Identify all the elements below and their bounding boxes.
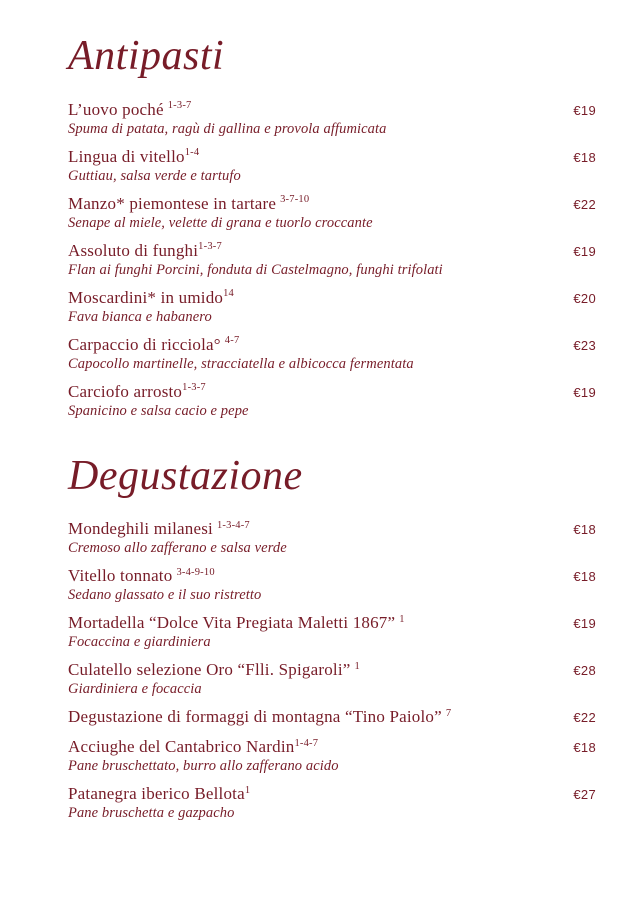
allergen-superscript: 1-3-7 bbox=[167, 100, 192, 111]
menu-item bbox=[68, 240, 596, 279]
dish-description: Guttiau, salsa verde e tartufo bbox=[68, 167, 241, 184]
allergen-superscript: 3-7-10 bbox=[280, 194, 310, 205]
dish-name-group bbox=[68, 146, 199, 167]
dish-description: Capocollo martinelle, stracciatella e albicocca fermentata bbox=[68, 355, 414, 372]
dish-name: Vitello tonnato bbox=[68, 566, 173, 585]
menu-item bbox=[68, 612, 596, 651]
dish-description: Pane bruschettato, burro allo zafferano acido bbox=[68, 758, 339, 774]
menu-item bbox=[68, 736, 596, 775]
allergen-superscript: 1 bbox=[399, 613, 405, 625]
dish-description: Flan ai funghi Porcini, fonduta di Castelmagno, funghi trifolati bbox=[68, 261, 443, 278]
menu-item-line bbox=[68, 193, 596, 215]
dish-description: Spuma di patata, ragù di gallina e provola affumicata bbox=[68, 120, 387, 137]
dish-name-group bbox=[68, 334, 239, 355]
price: €22 bbox=[573, 196, 596, 212]
section-antipasti bbox=[68, 30, 596, 420]
menu-item bbox=[68, 565, 596, 604]
menu-item-line bbox=[68, 240, 596, 262]
dish-name-group bbox=[68, 736, 318, 757]
dish-name-group bbox=[68, 240, 222, 261]
price: €19 bbox=[573, 384, 596, 400]
menu-item-line bbox=[68, 334, 596, 356]
dish-name-group bbox=[68, 565, 215, 586]
price: €18 bbox=[573, 522, 596, 537]
allergen-superscript: 1-3-7 bbox=[198, 241, 222, 252]
menu-item bbox=[68, 287, 596, 326]
allergen-superscript: 4-7 bbox=[224, 335, 240, 346]
allergen-superscript: 14 bbox=[223, 288, 235, 299]
menu-item bbox=[68, 518, 596, 557]
dish-name: Carpaccio di ricciola° bbox=[68, 334, 221, 354]
price: €27 bbox=[573, 787, 596, 802]
menu-item-line bbox=[68, 99, 596, 121]
dish-name: Degustazione di formaggi di montagna “Tino Paiolo” bbox=[68, 707, 442, 726]
dish-description: Senape al miele, velette di grana e tuorlo croccante bbox=[68, 214, 373, 231]
dish-name: Manzo* piemontese in tartare bbox=[68, 193, 277, 213]
price: €18 bbox=[573, 149, 596, 165]
price: €28 bbox=[573, 663, 596, 678]
section-title: Degustazione bbox=[68, 452, 303, 499]
menu-item-line bbox=[68, 659, 596, 681]
dish-name-group bbox=[68, 287, 234, 308]
menu-items bbox=[68, 518, 596, 822]
dish-description: Cremoso allo zafferano e salsa verde bbox=[68, 540, 287, 556]
dish-name: Moscardini* in umido bbox=[68, 287, 224, 307]
menu-item-line bbox=[68, 518, 596, 540]
menu-item bbox=[68, 334, 596, 373]
dish-name-group bbox=[68, 381, 206, 402]
menu-item bbox=[68, 783, 596, 822]
allergen-superscript: 1 bbox=[354, 660, 360, 672]
dish-description: Spanicino e salsa cacio e pepe bbox=[68, 402, 249, 419]
dish-name: L’uovo poché bbox=[68, 99, 164, 119]
allergen-superscript: 1-4 bbox=[184, 147, 200, 158]
price: €20 bbox=[573, 290, 596, 306]
dish-name: Patanegra iberico Bellota bbox=[68, 784, 245, 803]
dish-name: Assoluto di funghi bbox=[68, 240, 199, 260]
allergen-superscript: 1-4-7 bbox=[294, 737, 319, 749]
price: €19 bbox=[573, 616, 596, 631]
dish-name-group bbox=[68, 518, 250, 539]
menu-item bbox=[68, 146, 596, 185]
section-title: Antipasti bbox=[68, 33, 225, 79]
menu-item-line bbox=[68, 287, 596, 309]
dish-description: Fava bianca e habanero bbox=[68, 308, 212, 325]
price: €22 bbox=[573, 710, 596, 725]
dish-name: Lingua di vitello bbox=[68, 146, 185, 166]
menu-item-line bbox=[68, 381, 596, 403]
dish-name-group bbox=[68, 659, 360, 680]
dish-description: Giardiniera e focaccia bbox=[68, 681, 202, 697]
dish-name: Acciughe del Cantabrico Nardin bbox=[68, 737, 295, 756]
menu-item-line bbox=[68, 565, 596, 587]
menu-items bbox=[68, 99, 596, 420]
allergen-superscript: 1-3-7 bbox=[182, 382, 206, 393]
allergen-superscript: 1 bbox=[244, 784, 251, 796]
menu-item-line bbox=[68, 706, 596, 728]
dish-name: Mondeghili milanesi bbox=[68, 519, 213, 538]
dish-description: Sedano glassato e il suo ristretto bbox=[68, 587, 262, 603]
section-degustazione bbox=[68, 450, 596, 823]
dish-name-group bbox=[68, 99, 191, 120]
price: €19 bbox=[573, 243, 596, 259]
menu-item bbox=[68, 659, 596, 698]
dish-description: Focaccina e giardiniera bbox=[68, 634, 211, 650]
price: €18 bbox=[573, 569, 596, 584]
dish-name: Carciofo arrosto bbox=[68, 381, 183, 401]
dish-name-group bbox=[68, 193, 309, 214]
dish-name-group bbox=[68, 706, 451, 727]
price: €19 bbox=[573, 102, 596, 118]
price: €18 bbox=[573, 740, 596, 755]
dish-name: Culatello selezione Oro “Flli. Spigaroli” bbox=[68, 660, 351, 679]
dish-name-group bbox=[68, 612, 405, 633]
menu-item-line bbox=[68, 736, 596, 758]
menu-item-line bbox=[68, 146, 596, 168]
menu-item bbox=[68, 193, 596, 232]
menu-item bbox=[68, 381, 596, 420]
price: €23 bbox=[573, 337, 596, 353]
dish-name: Mortadella “Dolce Vita Pregiata Maletti 1867” bbox=[68, 613, 396, 632]
allergen-superscript: 3-4-9-10 bbox=[176, 566, 215, 578]
menu-item-line bbox=[68, 612, 596, 634]
dish-description: Pane bruschetta e gazpacho bbox=[68, 805, 235, 821]
allergen-superscript: 7 bbox=[445, 707, 452, 719]
menu-item bbox=[68, 706, 596, 728]
menu-item-line bbox=[68, 783, 596, 805]
menu-item bbox=[68, 99, 596, 138]
dish-name-group bbox=[68, 783, 250, 804]
allergen-superscript: 1-3-4-7 bbox=[216, 519, 250, 531]
